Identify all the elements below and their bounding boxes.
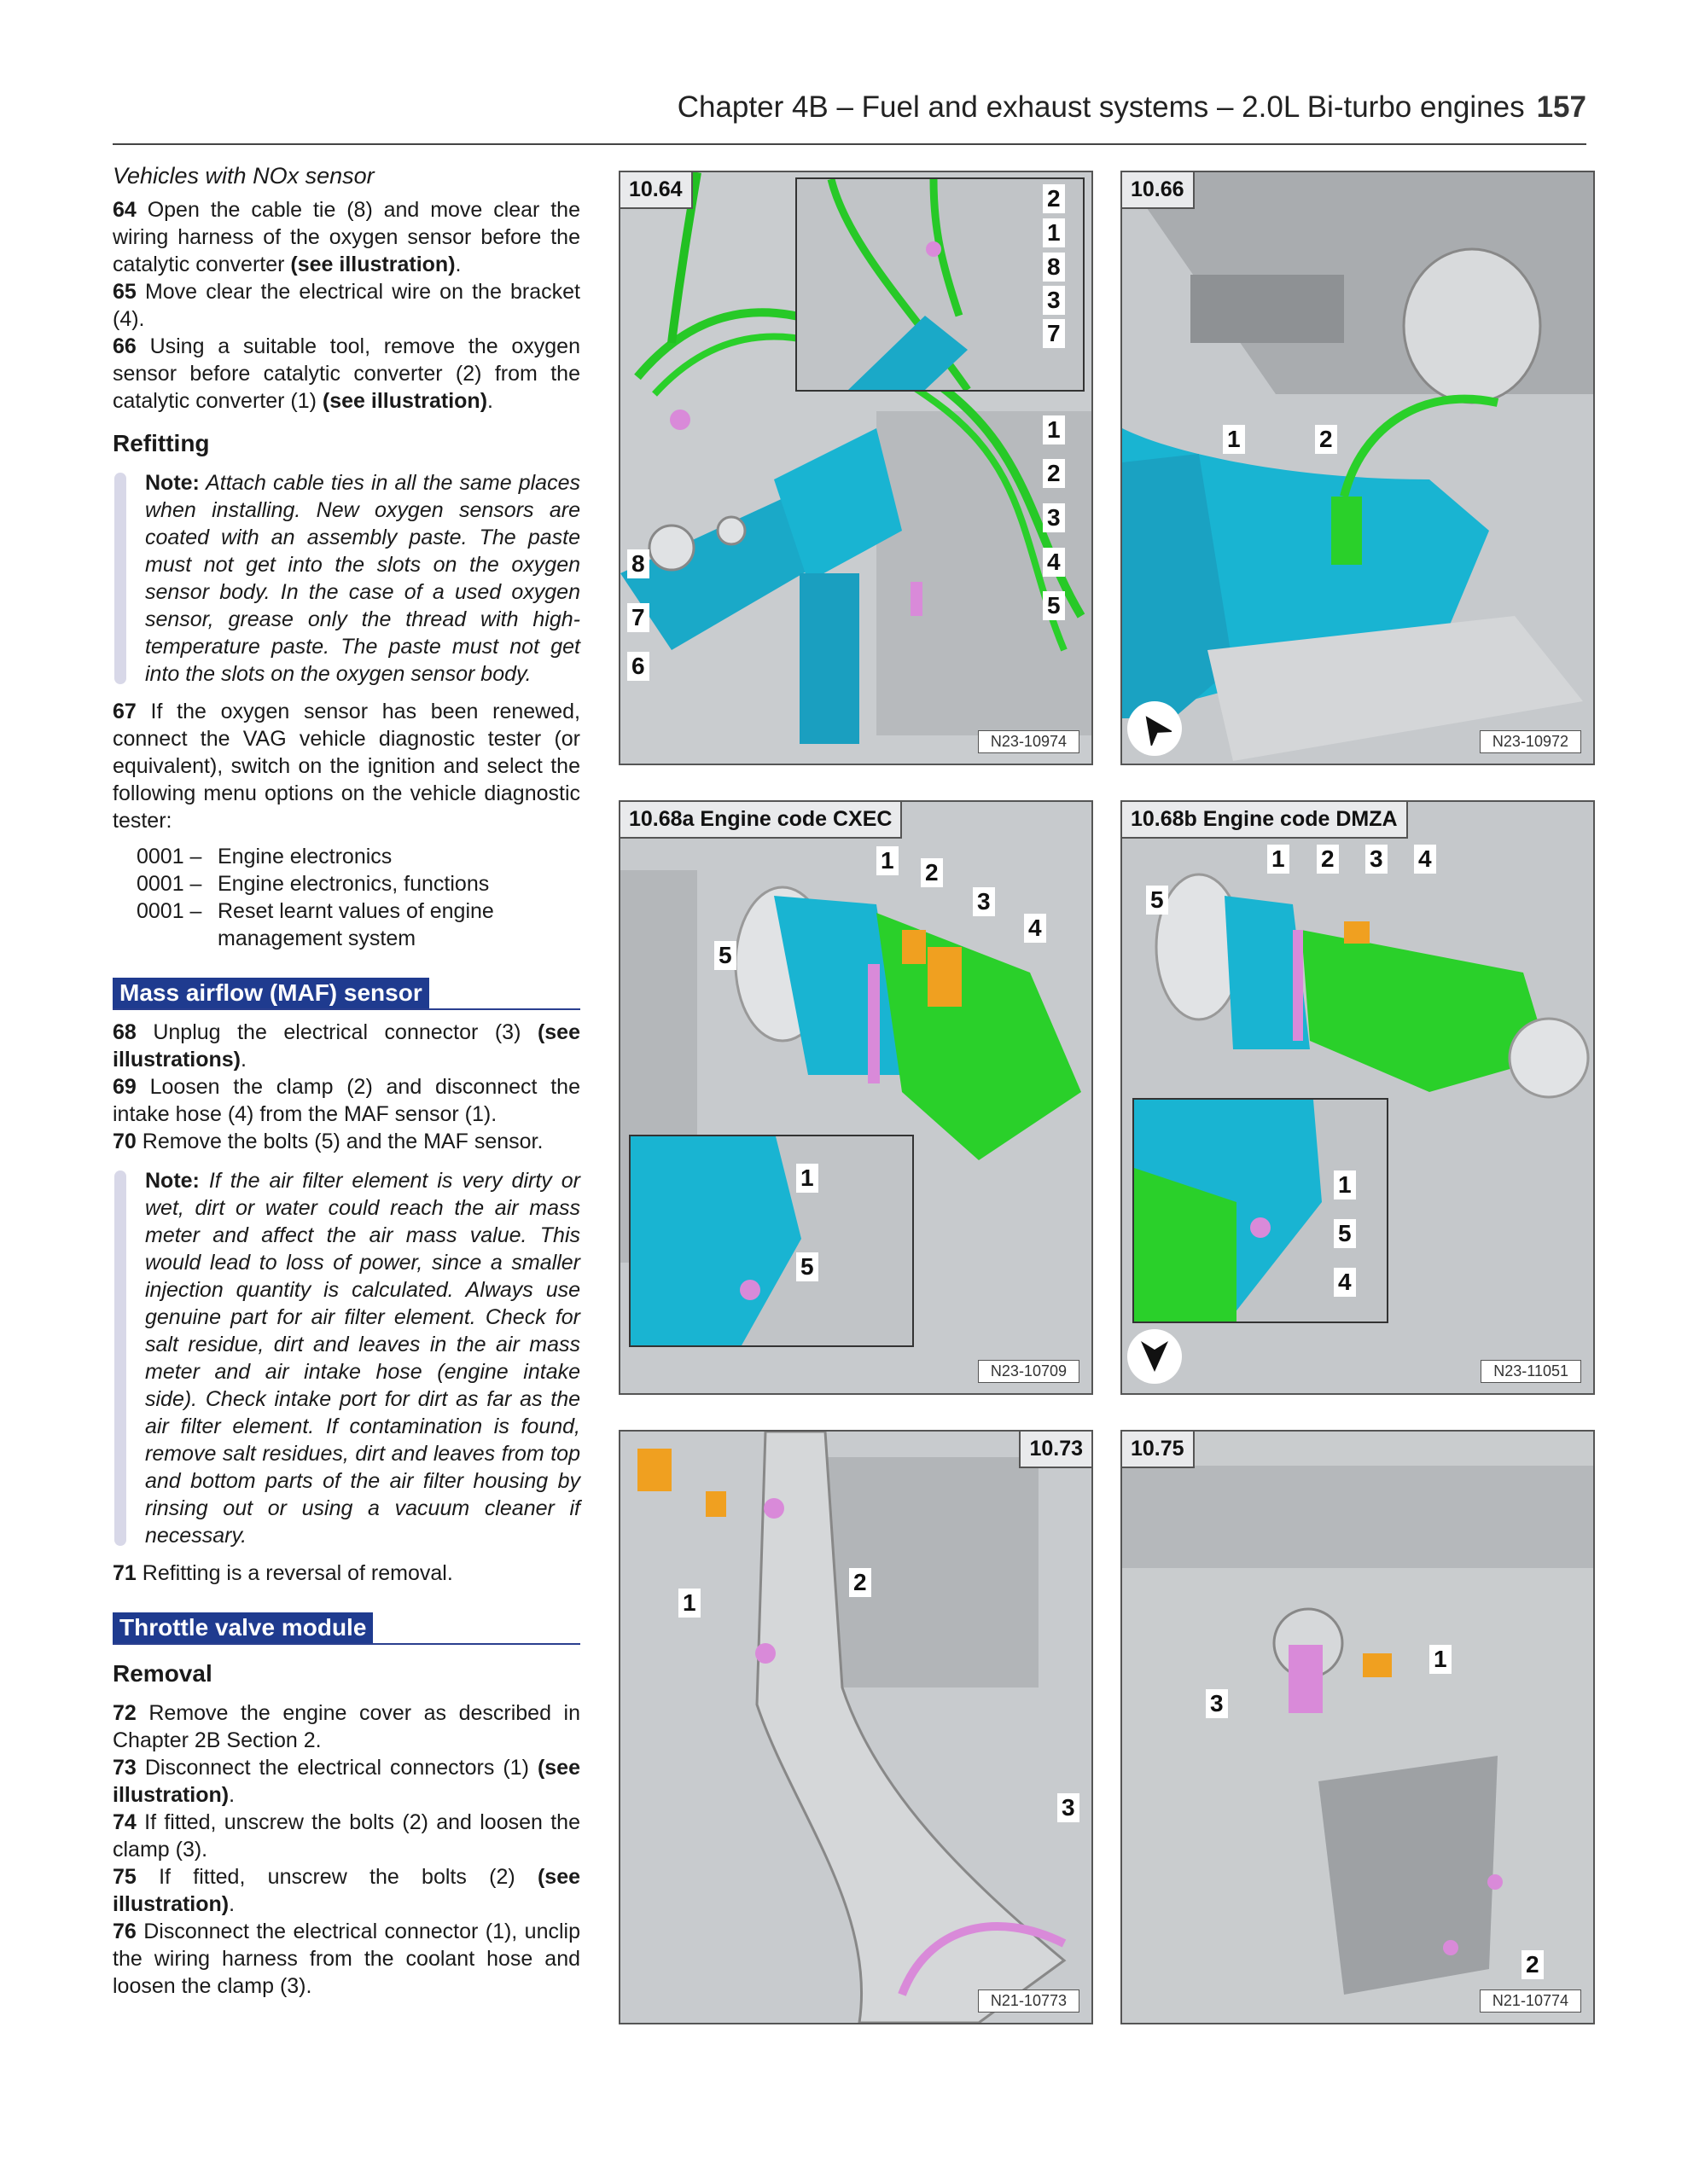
step-74: 74 If fitted, unscrew the bolts (2) and loosen the clamp (3). — [113, 1810, 580, 1862]
illustration-ref[interactable]: (see illustration) — [113, 1756, 580, 1807]
callout-label: 2 — [849, 1568, 871, 1597]
figure-caption: 10.64 — [620, 172, 693, 209]
callout-label: 3 — [1043, 503, 1065, 532]
engine-illustration — [1122, 172, 1593, 764]
inset-illustration — [797, 179, 1083, 390]
figure-caption: 10.75 — [1122, 1432, 1195, 1468]
callout-label: 5 — [1334, 1219, 1356, 1248]
callout-label: 8 — [1043, 253, 1065, 282]
callout-label: 2 — [1317, 845, 1339, 874]
figure-10-66 — [1120, 171, 1595, 765]
figure-10-68a — [619, 800, 1093, 1395]
section-heading-maf: Mass airflow (MAF) sensor — [113, 978, 580, 1010]
step-66: 66 Using a suitable tool, remove the oxygen sensor before catalytic converter (2) from the catalytic converter (1) (see illustration). — [113, 334, 580, 413]
direction-arrow-icon — [1127, 1329, 1182, 1384]
heading-removal: Removal — [113, 1660, 212, 1687]
callout-label: 3 — [1057, 1793, 1079, 1822]
callout-label: 7 — [627, 603, 649, 632]
figure-code: N21-10774 — [1480, 1989, 1581, 2013]
figure-10-75 — [1120, 1430, 1595, 2024]
figure-caption: 10.73 — [1019, 1432, 1091, 1468]
figure-caption: 10.68a Engine code CXEC — [620, 802, 902, 839]
figure-code: N23-10974 — [978, 730, 1079, 753]
figure-inset — [795, 177, 1085, 392]
step-72: 72 Remove the engine cover as described in Chapter 2B Section 2. — [113, 1701, 580, 1752]
heading-refitting: Refitting — [113, 430, 210, 456]
step-75: 75 If fitted, unscrew the bolts (2) (see illustration). — [113, 1865, 581, 1916]
callout-label: 7 — [1043, 319, 1065, 348]
callout-label: 1 — [1267, 845, 1289, 874]
callout-label: 1 — [1043, 415, 1065, 444]
note-refitting: Note: Attach cable ties in all the same places when installing. New oxygen sensors are coated with an assembly paste. The paste must not get into the slots on the oxygen sensor body. In the case of a used oxygen sensor, grease only the thread with high-temperature paste. The paste must not get into the slots on the oxygen sensor body. — [113, 469, 580, 688]
menu-option: 0001 – Engine electronics — [137, 845, 393, 868]
callout-label: 5 — [796, 1252, 818, 1281]
callout-label: 1 — [1223, 425, 1245, 454]
section-heading-throttle: Throttle valve module — [113, 1612, 580, 1645]
callout-label: 1 — [796, 1164, 818, 1193]
step-65: 65 Move clear the electrical wire on the bracket (4). — [113, 280, 580, 331]
step-64: 64 Open the cable tie (8) and move clear the wiring harness of the oxygen sensor before the catalytic converter (see illustration). — [113, 198, 580, 276]
callout-label: 2 — [1522, 1950, 1544, 1979]
chapter-title: Chapter 4B – Fuel and exhaust systems – 2.0L Bi-turbo engines — [677, 90, 1525, 124]
callout-label: 3 — [1365, 845, 1388, 874]
callout-label: 1 — [1429, 1645, 1452, 1674]
engine-illustration — [1122, 1432, 1593, 2023]
page-header — [113, 85, 1586, 145]
callout-label: 2 — [1315, 425, 1337, 454]
figure-10-64 — [619, 171, 1093, 765]
figure-caption: 10.68b Engine code DMZA — [1122, 802, 1408, 839]
illustration-ref[interactable]: (see illustration) — [290, 253, 456, 276]
note-maf: Note: If the air filter element is very dirty or wet, dirt or water could reach the air mass meter and affect the air mass value. This would lead to loss of power, since a smaller injection quantity is calculated. Always use genuine part for air filter element. Check for salt residue, dirt and leaves in the air mass meter and air intake hose (engine intake side). Check intake port for dirt as far as the air filter element. If contamination is found, remove salt residues, dirt and leaves from top and bottom parts of the air filter housing by rinsing out or using a vacuum cleaner if necessary. — [113, 1167, 580, 1549]
callout-label: 5 — [1146, 886, 1168, 915]
step-70: 70 Remove the bolts (5) and the MAF sensor. — [113, 1130, 544, 1153]
step-73: 73 Disconnect the electrical connectors (1) (see illustration). — [113, 1756, 580, 1807]
figure-code: N21-10773 — [978, 1989, 1079, 2013]
direction-arrow-icon — [1127, 701, 1182, 756]
callout-label: 1 — [876, 846, 899, 875]
callout-label: 2 — [1043, 459, 1065, 488]
illustration-ref[interactable]: (see illustration) — [113, 1865, 581, 1916]
step-71: 71 Refitting is a reversal of removal. — [113, 1561, 453, 1585]
callout-label: 6 — [627, 652, 649, 681]
menu-option: 0001 – Reset learnt values of engine management system — [137, 899, 494, 950]
figure-code: N23-10709 — [978, 1360, 1079, 1383]
callout-label: 5 — [714, 941, 736, 970]
callout-label: 2 — [921, 858, 943, 887]
step-76: 76 Disconnect the electrical connector (1), unclip the wiring harness from the coolant hose and loosen the clamp (3). — [113, 1920, 580, 1998]
callout-label: 1 — [1043, 218, 1065, 247]
callout-label: 1 — [1334, 1170, 1356, 1199]
inset-illustration — [631, 1136, 912, 1345]
subheading-nox: Vehicles with NOx sensor — [113, 163, 375, 189]
menu-option: 0001 – Engine electronics, functions — [137, 872, 490, 896]
callout-label: 5 — [1043, 591, 1065, 620]
callout-label: 4 — [1043, 548, 1065, 577]
illustration-ref[interactable]: (see illustration) — [322, 389, 488, 413]
callout-label: 1 — [678, 1589, 701, 1618]
step-67: 67 If the oxygen sensor has been renewed, connect the VAG vehicle diagnostic tester (or equivalent), switch on the ignition and select the following menu options on the vehicle diagnostic tester: — [113, 700, 580, 833]
callout-label: 3 — [1206, 1689, 1228, 1718]
text-column — [113, 162, 580, 2000]
callout-label: 4 — [1414, 845, 1436, 874]
illustration-ref[interactable]: (see illustrations) — [113, 1020, 580, 1072]
step-68: 68 Unplug the electrical connector (3) (see illustrations). — [113, 1020, 580, 1072]
callout-label: 4 — [1334, 1268, 1356, 1297]
callout-label: 3 — [973, 887, 995, 916]
figure-code: N23-11051 — [1481, 1360, 1581, 1383]
menu-options — [137, 843, 580, 952]
callout-label: 8 — [627, 549, 649, 578]
page-number: 157 — [1536, 90, 1586, 124]
figure-10-68b — [1120, 800, 1595, 1395]
callout-label: 2 — [1043, 184, 1065, 213]
figure-inset — [629, 1135, 914, 1347]
figure-10-73 — [619, 1430, 1093, 2024]
step-69: 69 Loosen the clamp (2) and disconnect the intake hose (4) from the MAF sensor (1). — [113, 1075, 580, 1126]
engine-illustration — [620, 1432, 1091, 2023]
figure-caption: 10.66 — [1122, 172, 1195, 209]
figure-code: N23-10972 — [1480, 730, 1581, 753]
callout-label: 3 — [1043, 286, 1065, 315]
callout-label: 4 — [1024, 914, 1046, 943]
